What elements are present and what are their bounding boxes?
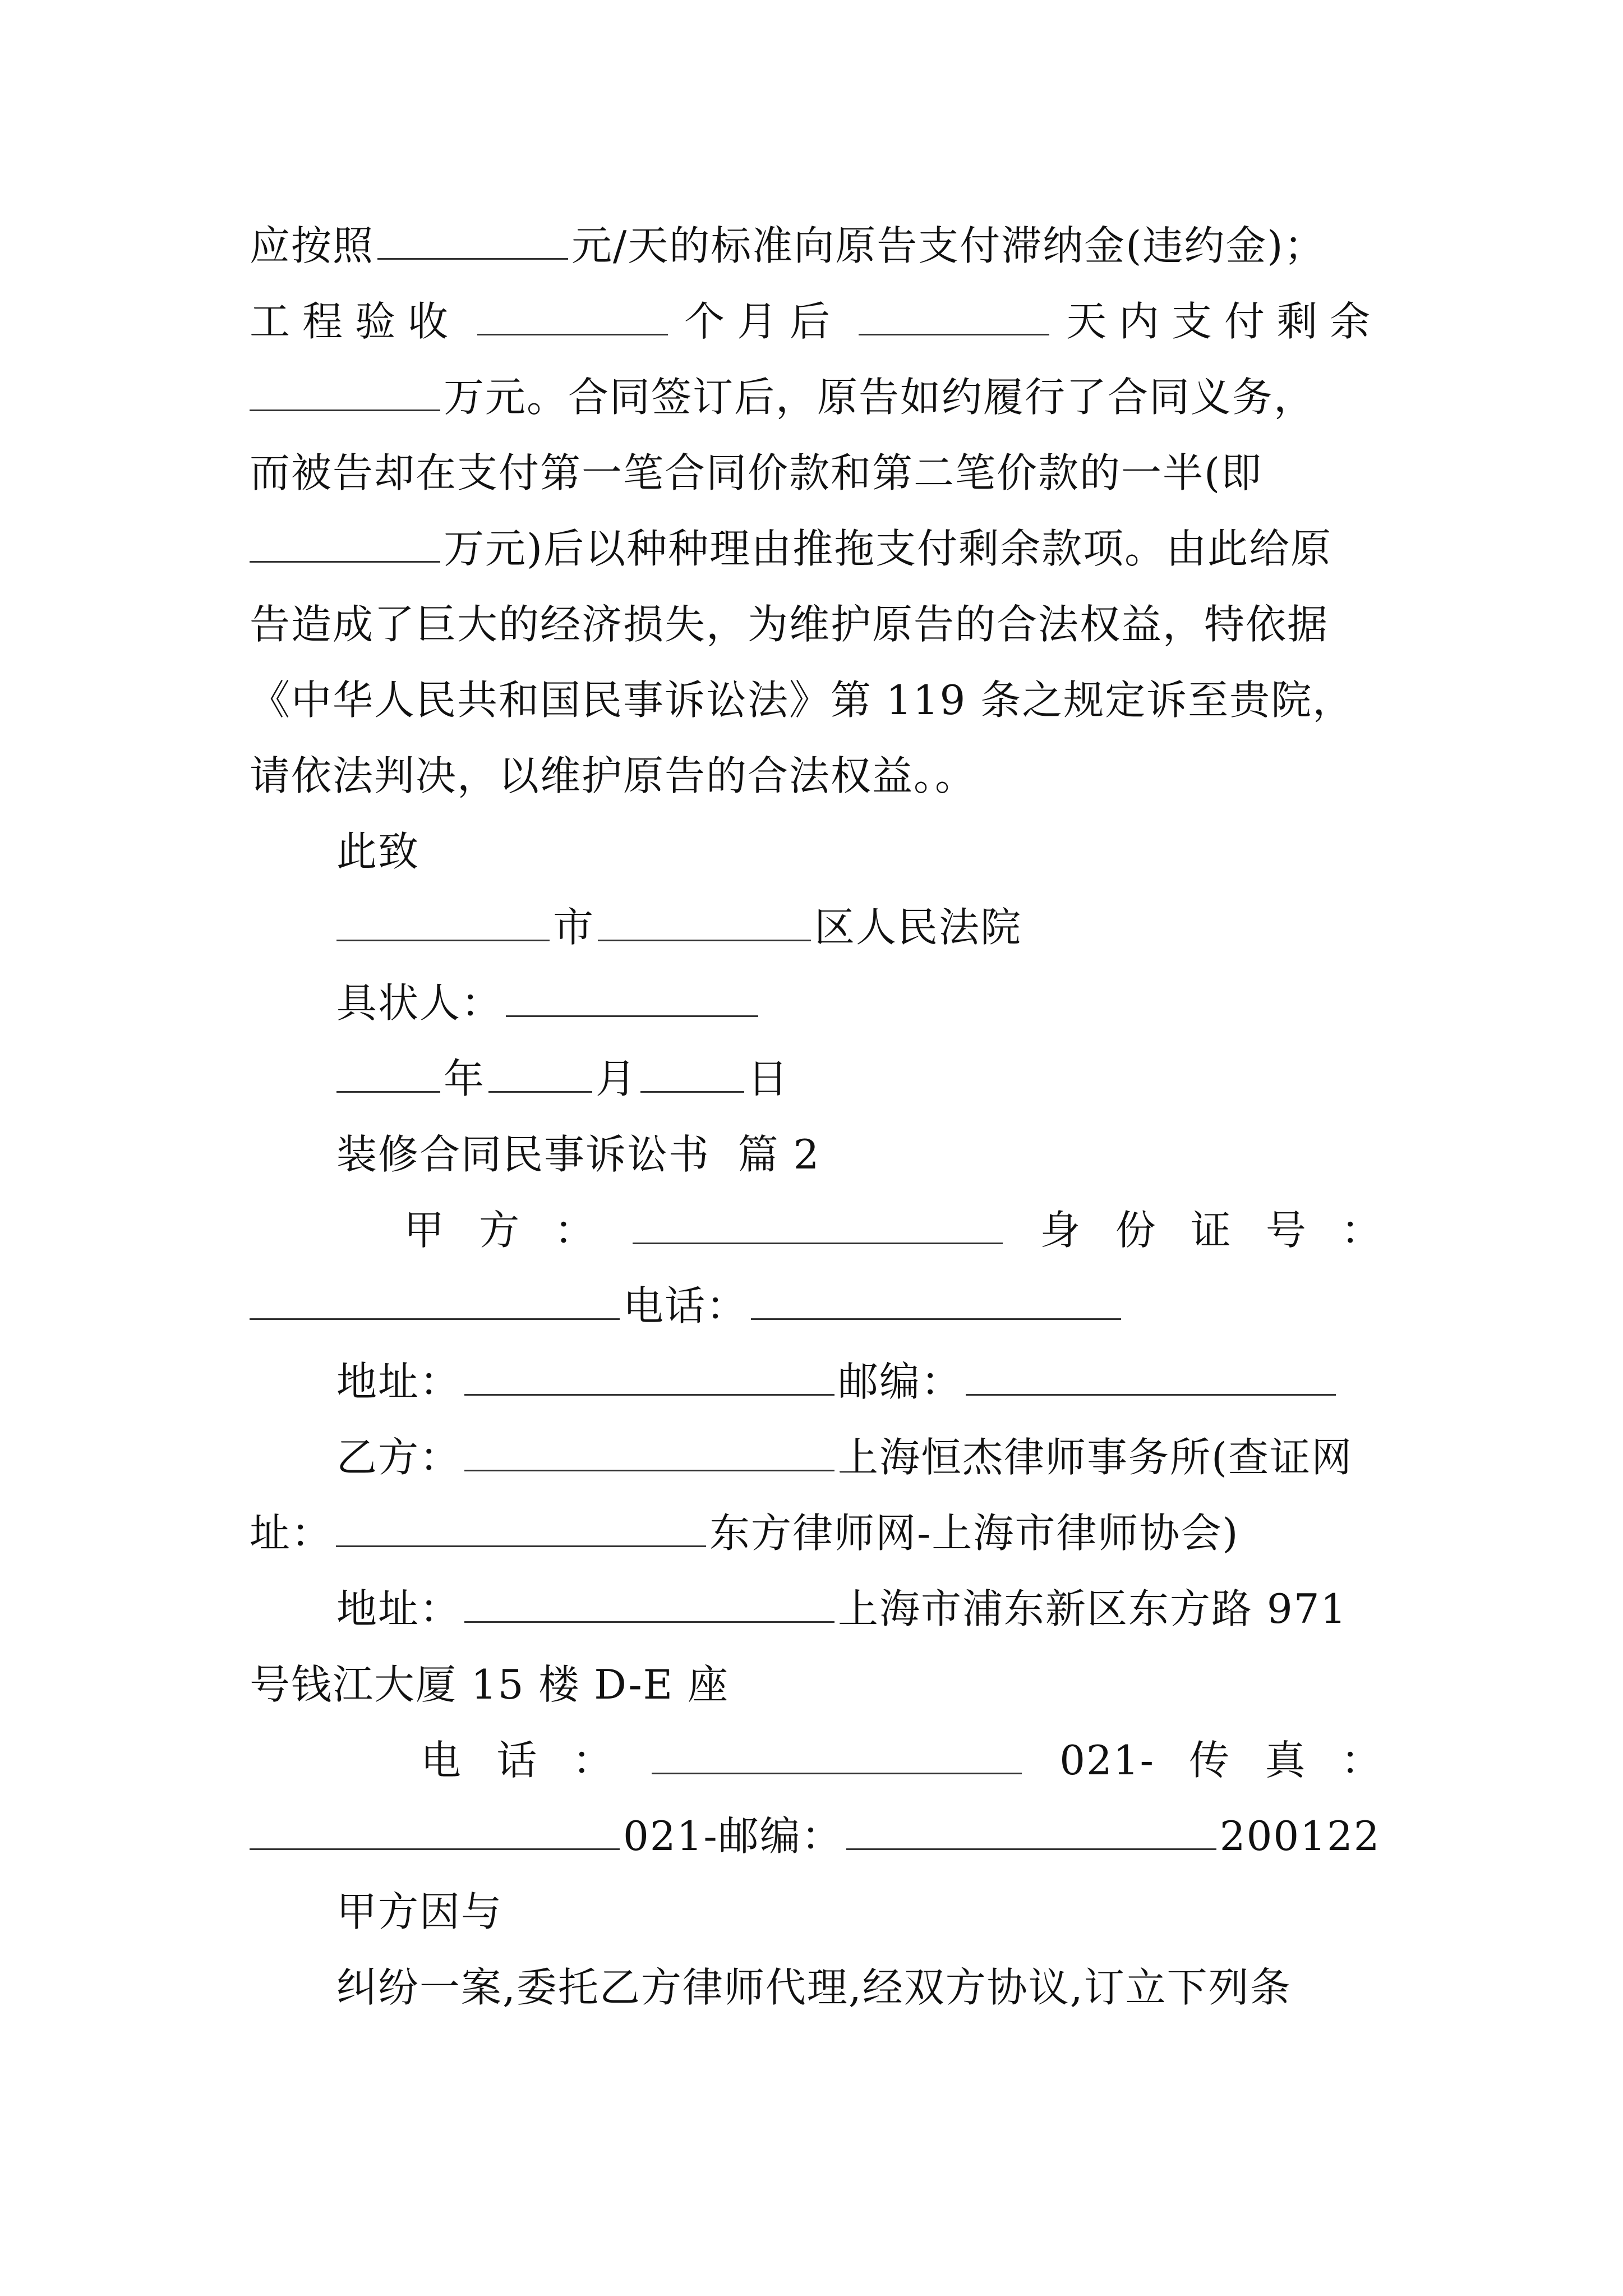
fill-blank [336,901,550,941]
section-heading: 装修合同民事诉讼书 篇 2 [336,1131,820,1178]
fill-blank [640,1053,744,1093]
fill-blank [966,1356,1336,1396]
fill-blank [250,371,440,411]
fill-blank [652,1734,1022,1774]
fill-blank [488,1053,592,1093]
text-line-1: 应按照 元/天的标准向原告支付滞纳金(违约金)； [250,206,1382,285]
text-line-4: 而被告却在支付第一笔合同价款和第二笔价款的一半(即 [250,449,1263,496]
text-line-3: 万元。合同签订后，原告如约履行了合同义务， [250,358,1382,436]
fill-blank [859,296,1049,335]
fill-blank [506,977,758,1017]
party-b-phone-line: 电 话 ： 021- 传 真 ： [421,1721,1382,1800]
closing-salutation: 此致 [336,828,420,875]
fill-blank [633,1204,1003,1244]
party-b-website-line: 址： 东方律师网-上海市律师协会) [250,1494,1382,1572]
party-a-phone-line: 电话： [250,1267,1382,1345]
party-b-fax-line: 021-邮编： 200122 [250,1797,1382,1875]
fill-blank [336,1053,440,1093]
text-line-7: 《中华人民共和国民事诉讼法》第 119 条之规定诉至贵院， [250,677,1354,724]
fill-blank [751,1280,1121,1320]
fill-blank [464,1356,834,1396]
fill-blank [250,523,440,563]
party-a-line: 甲 方 ： 身 份 证 号 ： [404,1191,1382,1269]
case-intro-line: 甲方因与 [336,1888,503,1935]
fill-blank [250,1280,620,1320]
date-line: 年 月 日 [336,1039,1469,1118]
text-line-5: 万元)后以种种理由推拖支付剩余款项。由此给原 [250,509,1382,588]
plaintiff-signature-line: 具状人： [336,964,1469,1042]
fill-blank [846,1810,1216,1850]
fill-blank [377,220,568,260]
fill-blank [477,296,668,335]
fill-blank [250,1810,620,1850]
fill-blank [598,901,811,941]
text-line-6: 告造成了巨大的经济损失，为维护原告的合法权益，特依据 [250,601,1329,648]
court-name-line: 市 区人民法院 [336,888,1469,967]
party-b-line: 乙方： 上海恒杰律师事务所(查证网 [336,1418,1469,1497]
text-line-8: 请依法判决，以维护原告的合法权益。。 [250,752,977,799]
case-body-line: 纠纷一案,委托乙方律师代理,经双方协议,订立下列条 [336,1964,1292,2011]
party-b-address-cont: 号钱江大厦 15 楼 D-E 座 [250,1661,730,1708]
fill-blank [464,1432,834,1471]
party-b-address-line: 地址： 上海市浦东新区东方路 971 [336,1570,1469,1648]
party-a-address-line: 地址： 邮编： [336,1342,1469,1421]
fill-blank [464,1583,834,1623]
text-line-2: 工程验收 个月后 天内支付剩余 [250,282,1382,361]
fill-blank [336,1507,706,1547]
